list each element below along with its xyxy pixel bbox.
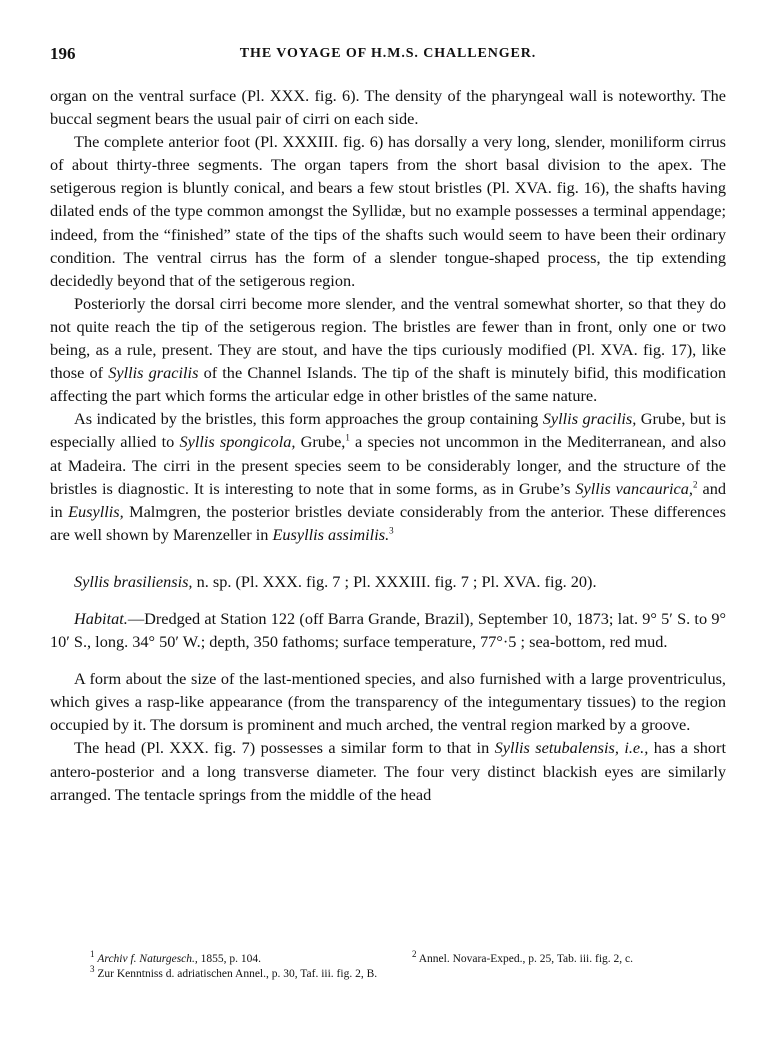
footnotes (90, 949, 726, 982)
footnote-2: $^2$ Annel. Novara-Exped., p. 25, Tab. iii. fig. 2, c. (412, 949, 633, 965)
species-name: Syllis setubalensis, i.e., (494, 738, 649, 758)
species-name: Eusyllis assimilis. (272, 524, 390, 544)
habitat-label: Habitat. (74, 608, 128, 628)
footnote-1: $^1$ Archiv f. Naturgesch., 1855, p. 104. (90, 949, 262, 965)
footnote-ref: 3 (389, 525, 394, 536)
paragraph-affinities: As indicated by the bristles, this form approaches the group containing Syllis gracilis, Grube, but is especially allied to Syllis spongicola, Grube,$^1$ a species not uncommon in the Mediterranean, and also at Madeira. The cirri in the present species seem to be considerably longer, and the structure of the bristles is diagnostic. It is interesting to note that in some forms, as in Grube’s Syllis vancaurica,$^2$ and in Eusyllis, Malmgren, the posterior bristles deviate considerably from the anterior. These differences are well shown by Marenzeller in Eusyllis assimilis.$^3$ (50, 409, 727, 544)
species-name: Eusyllis, (68, 501, 124, 521)
paragraph-description: A form about the size of the last-mentioned species, and also furnished with a large proventriculus, which gives a rasp-like appearance (from the transparency of the integumentary tissues) to the region occupied by it. The dorsum is prominent and much arched, the ventral region marked by a groove. (50, 669, 726, 735)
paragraph-anterior-foot: The complete anterior foot (Pl. XXXIII. fig. 6) has dorsally a very long, slender, moniliform cirrus of about thirty-three segments. The organ tapers from the short basal division to the apex. The setigerous region is bluntly conical, and bears a few stout bristles (Pl. XVA. fig. 16), the shafts having dilated ends of the type common amongst the Syllidæ, but no example possesses a terminal appendage; indeed, from the “finished” state of the tips of the shafts such would seem to have been their ordinary condition. The ventral cirrus has the form of a slender tongue-shaped process, the tip extending decidedly beyond that of the setigerous region. (50, 132, 726, 290)
paragraph-posterior-cirri: Posteriorly the dorsal cirri become more slender, and the ventral somewhat shorter, so that they do not quite reach the tip of the setigerous region. The bristles are fewer than in front, only one or two being, as a rule, present. They are stout, and have the tips curiously modified (Pl. XVA. fig. 17), like those of Syllis gracilis of the Channel Islands. The tip of the shaft is minutely bifid, this modification affecting the part which forms the articular edge in other bristles of the same nature. (50, 293, 727, 406)
footnote-ref: 1 (345, 432, 350, 443)
footnote-ref: 2 (693, 479, 698, 490)
running-title: THE VOYAGE OF H.M.S. CHALLENGER. (239, 46, 537, 61)
species-name: Syllis vancaurica, (575, 478, 693, 498)
species-name: Syllis gracilis (108, 363, 199, 383)
footnote-3: $^3$ Zur Kenntniss d. adriatischen Annel., p. 30, Taf. iii. fig. 2, B. (90, 964, 378, 980)
body-text (50, 84, 726, 806)
species-name: Syllis spongicola, (179, 432, 296, 452)
species-heading: Syllis brasiliensis, n. sp. (Pl. XXX. fig. 7 ; Pl. XXXIII. fig. 7 ; Pl. XVA. fig. 20). (74, 571, 597, 591)
habitat-paragraph: Habitat.—Dredged at Station 122 (off Barra Grande, Brazil), September 10, 1873; lat. 9° 5′ S. to 9° 10′ S., long. 34° 50′ W.; depth, 350 fathoms; surface temperature, 77°·5 ; sea-bottom, red mud. (50, 608, 726, 652)
species-title-name: Syllis brasiliensis, (74, 571, 193, 591)
species-name: Syllis gracilis, (542, 409, 637, 429)
page-header (50, 44, 726, 66)
paragraph-head: The head (Pl. XXX. fig. 7) possesses a similar form to that in Syllis setubalensis, i.e., has a short antero-posterior and a long transverse diameter. The four very distinct blackish eyes are similarly arranged. The tentacle springs from the middle of the head (50, 738, 726, 804)
page-number: 196 (50, 44, 76, 63)
habitat-block (50, 607, 726, 653)
paragraph-continuation: organ on the ventral surface (Pl. XXX. fig. 6). The density of the pharyngeal wall is noteworthy. The buccal segment bears the usual pair of cirri on each side. (50, 86, 726, 129)
